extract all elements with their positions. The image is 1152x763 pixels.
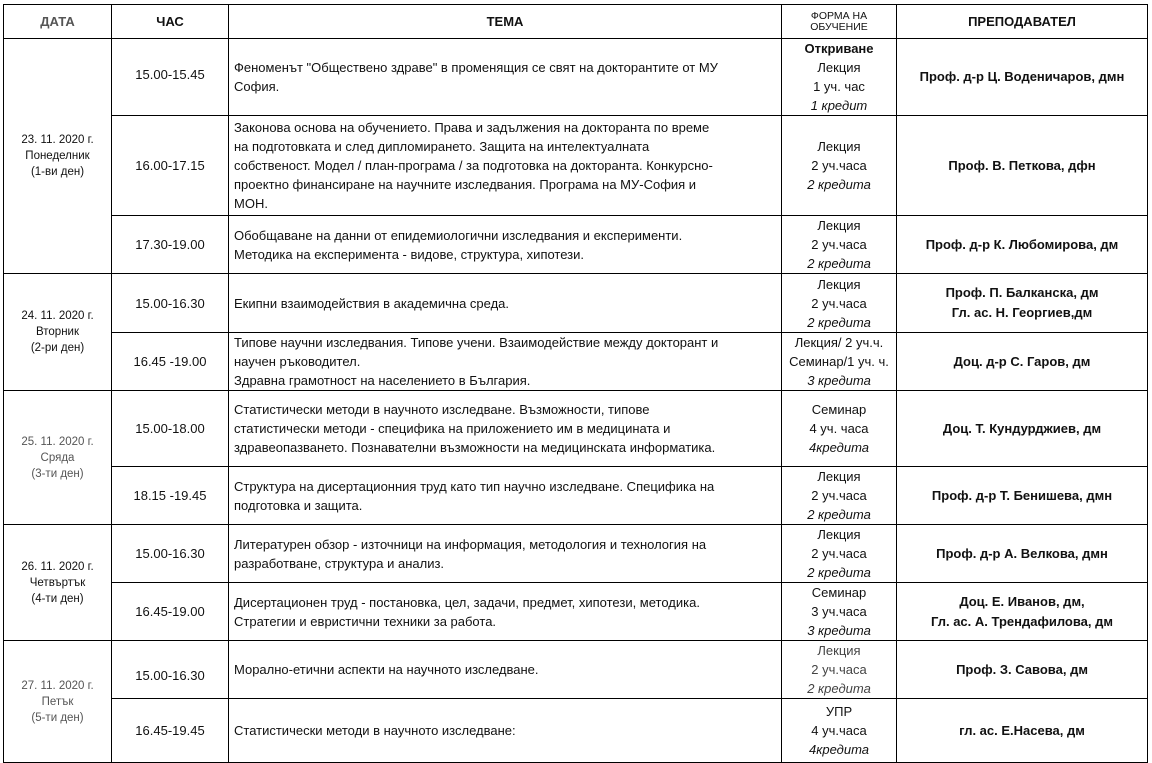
topic-line: Екипни взаимодействия в академична среда. bbox=[234, 295, 510, 311]
topic-cell bbox=[229, 467, 782, 525]
date-cell bbox=[4, 274, 112, 391]
topic-cell bbox=[229, 391, 782, 467]
format-type: Семинар bbox=[811, 402, 867, 417]
weekday-text: Четвъртък bbox=[29, 576, 86, 589]
format-hours: 2 уч.часа bbox=[811, 488, 867, 503]
topic-line: Литературен обзор - източници на информация, методология и технология на bbox=[234, 536, 707, 552]
day-number-text: (4-ти ден) bbox=[31, 592, 84, 605]
schedule-row bbox=[4, 116, 1148, 216]
format-credits: 3 кредита bbox=[807, 373, 871, 388]
topic-line: Дисертационен труд - постановка, цел, задачи, предмет, хипотези, методика. bbox=[234, 594, 700, 610]
date-text: 24. 11. 2020 г. bbox=[21, 310, 94, 322]
weekday-text: Сряда bbox=[40, 451, 75, 464]
format-hours: 2 уч.часа bbox=[811, 237, 867, 252]
time-cell: 15.00-15.45 bbox=[112, 39, 229, 116]
time-cell: 15.00-18.00 bbox=[112, 391, 229, 467]
format-line: Лекция/ 2 уч.ч. bbox=[794, 335, 884, 350]
schedule-row bbox=[4, 216, 1148, 274]
format-cell bbox=[782, 274, 897, 333]
topic-line: Статистически методи в научното изследване: bbox=[234, 723, 516, 738]
time-cell: 16.45 -19.00 bbox=[112, 333, 229, 391]
time-cell: 15.00-16.30 bbox=[112, 641, 229, 699]
teacher-name: Проф. д-р Т. Бенишева, дмн bbox=[931, 487, 1113, 503]
time-cell: 16.45-19.45 bbox=[112, 699, 229, 763]
schedule-row bbox=[4, 333, 1148, 391]
time-cell: 16.00-17.15 bbox=[112, 116, 229, 216]
header-teacher: ПРЕПОДАВАТЕЛ bbox=[897, 5, 1148, 39]
format-type: Лекция bbox=[817, 643, 861, 658]
format-hours: 3 уч.часа bbox=[811, 604, 867, 619]
format-cell bbox=[782, 116, 897, 216]
weekday-text: Вторник bbox=[35, 326, 80, 338]
time-cell: 18.15 -19.45 bbox=[112, 467, 229, 525]
time-cell: 17.30-19.00 bbox=[112, 216, 229, 274]
topic-line: Статистически методи в научното изследване. Възможности, типове bbox=[234, 402, 650, 417]
day-number-text: (2-ри ден) bbox=[30, 342, 85, 354]
date-text: 23. 11. 2020 г. bbox=[21, 134, 94, 146]
teacher-cell bbox=[897, 39, 1148, 116]
format-credits: 4кредита bbox=[808, 440, 869, 455]
format-type: Лекция bbox=[817, 139, 861, 154]
topic-line: МОН. bbox=[234, 196, 268, 211]
schedule-row bbox=[4, 467, 1148, 525]
topic-line: собственост. Модел / план-програма / за подготовка на докторанта. Конкурсно- bbox=[234, 158, 713, 173]
schedule-row bbox=[4, 641, 1148, 699]
teacher-name: Проф. д-р А. Велкова, дмн bbox=[936, 545, 1108, 561]
topic-cell bbox=[229, 39, 782, 116]
format-type: Лекция bbox=[817, 218, 861, 233]
topic-line: на подготовката и след дипломирането. Защита на интелектуалната bbox=[234, 139, 650, 154]
format-hours: 4 уч.часа bbox=[811, 723, 867, 738]
day-number-text: (3-ти ден) bbox=[31, 467, 84, 480]
format-cell bbox=[782, 467, 897, 525]
format-line: Семинар/1 уч. ч. bbox=[789, 354, 889, 369]
header-date: ДАТА bbox=[4, 5, 112, 39]
teacher-name: Проф. д-р Ц. Воденичаров, дмн bbox=[919, 69, 1125, 84]
schedule-row bbox=[4, 274, 1148, 333]
format-credits: 2 кредита bbox=[807, 177, 871, 192]
teacher-cell bbox=[897, 699, 1148, 763]
teacher-cell bbox=[897, 116, 1148, 216]
format-credits: 2 кредита bbox=[807, 314, 871, 330]
format-type: Лекция bbox=[817, 276, 861, 292]
teacher-cell bbox=[897, 467, 1148, 525]
format-cell bbox=[782, 391, 897, 467]
teacher-cell bbox=[897, 333, 1148, 391]
topic-line: здравеопазването. Познавателни възможности на медицинската информатика. bbox=[234, 440, 716, 455]
topic-line: Здравна грамотност на населението в България. bbox=[234, 373, 531, 388]
topic-cell bbox=[229, 525, 782, 583]
format-hours: 2 уч.часа bbox=[811, 662, 867, 677]
teacher-name: Проф. П. Балканска, дм bbox=[945, 285, 1099, 300]
format-cell bbox=[782, 216, 897, 274]
format-type: Лекция bbox=[817, 527, 861, 542]
format-type: УПР bbox=[825, 704, 853, 719]
topic-line: Типове научни изследвания. Типове учени. Взаимодействие между докторант и bbox=[234, 335, 719, 350]
date-text: 26. 11. 2020 г. bbox=[21, 560, 94, 573]
topic-cell bbox=[229, 641, 782, 699]
topic-line: проектно финансиране на научните изследвания. Програма на МУ-София и bbox=[234, 177, 697, 192]
format-credits: 2 кредита bbox=[807, 256, 871, 271]
format-cell bbox=[782, 641, 897, 699]
date-cell bbox=[4, 525, 112, 641]
schedule-row bbox=[4, 39, 1148, 116]
schedule-table bbox=[3, 4, 1148, 763]
header-topic: ТЕМА bbox=[229, 5, 782, 39]
format-credits: 2 кредита bbox=[807, 507, 871, 522]
format-cell bbox=[782, 39, 897, 116]
format-cell bbox=[782, 699, 897, 763]
teacher-cell bbox=[897, 583, 1148, 641]
teacher-name: Проф. В. Петкова, дфн bbox=[948, 157, 1096, 173]
day-number-text: (1-ви ден) bbox=[30, 166, 85, 178]
topic-cell bbox=[229, 333, 782, 391]
format-type: Лекция bbox=[817, 469, 861, 484]
topic-line: научен ръководител. bbox=[234, 354, 361, 369]
topic-line: разработване, структура и анализ. bbox=[234, 555, 445, 571]
schedule-row bbox=[4, 699, 1148, 763]
time-cell: 16.45-19.00 bbox=[112, 583, 229, 641]
teacher-name: Проф. З. Савова, дм bbox=[956, 661, 1088, 677]
topic-cell bbox=[229, 699, 782, 763]
topic-line: Обобщаване на данни от епидемиологични изследвания и експерименти. bbox=[234, 227, 683, 243]
header-row bbox=[4, 5, 1148, 39]
format-cell bbox=[782, 525, 897, 583]
topic-line: Методика на експеримента - видове, структура, хипотези. bbox=[234, 246, 585, 262]
format-hours: 1 уч. час bbox=[813, 79, 865, 94]
date-cell bbox=[4, 641, 112, 763]
topic-line: София. bbox=[234, 79, 280, 94]
topic-line: Структура на дисертационния труд като тип научно изследване. Специфика на bbox=[234, 478, 715, 494]
weekday-text: Петък bbox=[41, 695, 74, 708]
topic-line: Морално-етични аспекти на научното изследване. bbox=[234, 662, 539, 677]
header-time: ЧАС bbox=[112, 5, 229, 39]
time-cell: 15.00-16.30 bbox=[112, 274, 229, 333]
topic-cell bbox=[229, 583, 782, 641]
date-text: 27. 11. 2020 г. bbox=[21, 679, 94, 692]
teacher-name: Проф. д-р К. Любомирова, дм bbox=[925, 236, 1119, 252]
date-cell bbox=[4, 39, 112, 274]
format-credits: 4кредита bbox=[808, 742, 869, 757]
topic-line: подготовка и защита. bbox=[234, 497, 363, 513]
topic-cell bbox=[229, 216, 782, 274]
format-type: Семинар bbox=[811, 585, 867, 600]
teacher-cell bbox=[897, 274, 1148, 333]
teacher-cell bbox=[897, 641, 1148, 699]
teacher-cell bbox=[897, 391, 1148, 467]
format-cell bbox=[782, 583, 897, 641]
date-cell bbox=[4, 391, 112, 525]
weekday-text: Понеделник bbox=[25, 150, 90, 162]
topic-line: статистически методи - специфика на приложението им в медицината и bbox=[234, 421, 671, 436]
day-number-text: (5-ти ден) bbox=[31, 711, 84, 724]
teacher-name: Доц. Т. Кундурджиев, дм bbox=[942, 420, 1102, 436]
schedule-row bbox=[4, 391, 1148, 467]
teacher-cell bbox=[897, 216, 1148, 274]
teacher-name: Гл. ас. Н. Георгиев,дм bbox=[951, 305, 1093, 320]
teacher-cell bbox=[897, 525, 1148, 583]
schedule-row bbox=[4, 525, 1148, 583]
topic-line: Феноменът "Обществено здраве" в променящия се свят на докторантите от МУ bbox=[234, 60, 718, 75]
format-credits: 3 кредита bbox=[807, 623, 871, 638]
format-credits: 2 кредита bbox=[807, 681, 871, 696]
topic-line: Стратегии и евристични техники за работа. bbox=[234, 613, 497, 629]
format-credits: 2 кредита bbox=[807, 565, 871, 580]
teacher-name: гл. ас. Е.Насева, дм bbox=[959, 722, 1085, 738]
time-cell: 15.00-16.30 bbox=[112, 525, 229, 583]
format-hours: 2 уч.часа bbox=[811, 546, 867, 561]
teacher-name: Доц. Е. Иванов, дм, bbox=[959, 593, 1085, 609]
format-credits: 1 кредит bbox=[810, 98, 868, 113]
header-format: ФОРМА НА ОБУЧЕНИЕ bbox=[782, 5, 897, 39]
topic-line: Законова основа на обучението. Права и задължения на докторанта по време bbox=[234, 120, 710, 135]
format-opening: Откриване bbox=[804, 41, 874, 56]
topic-cell bbox=[229, 274, 782, 333]
format-type: Лекция bbox=[817, 60, 861, 75]
schedule-row bbox=[4, 583, 1148, 641]
teacher-name: Гл. ас. А. Трендафилова, дм bbox=[931, 613, 1113, 629]
format-hours: 2 уч.часа bbox=[811, 295, 867, 311]
format-hours: 4 уч. часа bbox=[809, 421, 869, 436]
format-cell bbox=[782, 333, 897, 391]
teacher-name: Доц. д-р С. Гаров, дм bbox=[953, 353, 1091, 369]
topic-cell bbox=[229, 116, 782, 216]
format-hours: 2 уч.часа bbox=[811, 158, 867, 173]
date-text: 25. 11. 2020 г. bbox=[21, 435, 94, 448]
